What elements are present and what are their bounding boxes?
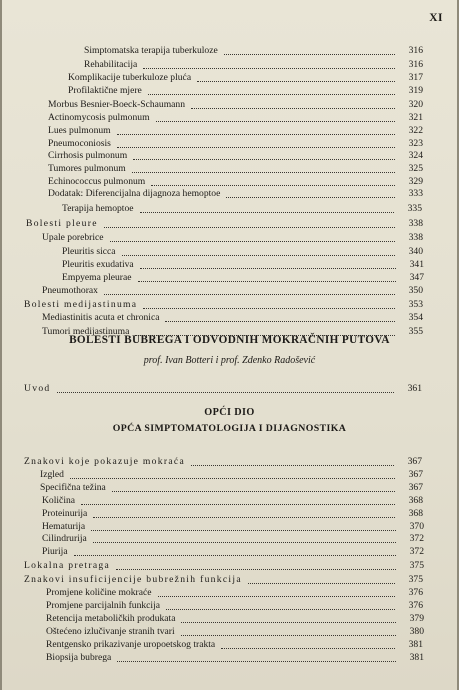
toc-entry xyxy=(62,203,422,215)
toc-entry-page: 375 xyxy=(408,574,423,585)
toc-entry-label: Pleuritis exudativa xyxy=(62,259,134,270)
toc-entry-page: 321 xyxy=(408,112,423,123)
chapter-heading: BOLESTI BUBREGA I ODVODNIH MOKRAČNIH PUTOVA xyxy=(69,334,390,346)
toc-entry-label: Promjene količine mokraće xyxy=(46,587,152,598)
toc-entry-page: 376 xyxy=(408,600,423,611)
toc-entry-label: Cirrhosis pulmonum xyxy=(48,150,128,161)
toc-entry-page: 329 xyxy=(408,176,423,187)
toc-entry-page: 316 xyxy=(408,45,423,56)
toc-entry-label: Specifična težina xyxy=(40,482,106,493)
toc-entry-label: Pneumoconiosis xyxy=(48,138,111,149)
toc-entry-label: Bolesti pleure xyxy=(26,218,98,229)
dot-leader xyxy=(110,229,395,242)
toc-entry-label: Rentgensko prikazivanje uropoetskog trakta xyxy=(46,639,216,650)
toc-entry-label: Uvod xyxy=(24,383,51,394)
dot-leader xyxy=(132,160,395,173)
toc-entry-page: 317 xyxy=(408,72,423,83)
toc-entry-page: 375 xyxy=(409,560,424,571)
toc-entry-label: Tumori medijastinuma xyxy=(42,326,130,337)
toc-entry-page: 361 xyxy=(407,383,422,394)
toc-entry-page: 367 xyxy=(407,456,422,467)
toc-entry-page: 372 xyxy=(409,533,424,544)
toc-entry-page: 322 xyxy=(408,125,423,136)
book-page xyxy=(2,0,457,690)
toc-entry-page: 341 xyxy=(409,259,424,270)
toc-entry-page: 347 xyxy=(409,272,424,283)
toc-entry-page: 381 xyxy=(409,652,424,663)
dot-leader xyxy=(133,147,395,160)
dot-leader xyxy=(143,56,395,69)
chapter-authors: prof. Ivan Botteri i prof. Zdenko Radošević xyxy=(143,355,316,366)
toc-entry-label: Hematurija xyxy=(42,521,86,532)
toc-entry-page: 370 xyxy=(409,521,424,532)
dot-leader xyxy=(191,453,394,466)
toc-entry-label: Mediastinitis acuta et chronica xyxy=(42,312,160,323)
dot-leader xyxy=(140,200,394,213)
toc-entry-label: Znakovi insuficijencije bubrežnih funkcija xyxy=(24,574,242,585)
toc-entry-page: 380 xyxy=(409,626,424,637)
toc-entry-label: Pleuritis sicca xyxy=(62,246,116,257)
toc-entry-page: 368 xyxy=(408,495,423,506)
toc-entry-label: Actinomycosis pulmonum xyxy=(48,112,150,123)
toc-entry-label: Pneumothorax xyxy=(42,285,98,296)
dot-leader xyxy=(197,69,395,82)
page-number: XI xyxy=(429,12,443,24)
toc-entry-label: Dodatak: Diferencijalna dijagnoza hemoptoe xyxy=(48,188,221,199)
toc-entry-label: Piurija xyxy=(42,546,68,557)
toc-entry-label: Echinococcus pulmonum xyxy=(48,176,146,187)
toc-entry-page: 355 xyxy=(408,326,423,337)
toc-entry-label: Biopsija bubrega xyxy=(46,652,112,663)
toc-entry-page: 338 xyxy=(408,218,423,229)
dot-leader xyxy=(226,185,395,198)
dot-leader xyxy=(140,256,396,269)
dot-leader xyxy=(116,557,396,570)
toc-entry-page: 324 xyxy=(408,150,423,161)
toc-entry-page: 335 xyxy=(407,203,422,214)
dot-leader xyxy=(191,96,395,109)
dot-leader xyxy=(143,296,395,309)
toc-entry-page: 354 xyxy=(408,312,423,323)
toc-entry-page: 333 xyxy=(408,188,423,199)
dot-leader xyxy=(166,597,395,610)
toc-entry-page: 320 xyxy=(408,99,423,110)
toc-entry-page: 350 xyxy=(408,285,423,296)
toc-entry-label: Cilindrurija xyxy=(42,533,87,544)
toc-entry-page: 367 xyxy=(408,469,423,480)
toc-entry-page: 340 xyxy=(408,246,423,257)
toc-entry-label: Morbus Besnier-Boeck-Schaumann xyxy=(48,99,186,110)
dot-leader xyxy=(248,571,395,584)
toc-entry-label: Tumores pulmonum xyxy=(48,163,126,174)
toc-entry-page: 316 xyxy=(408,59,423,70)
toc-entry-label: Lokalna pretraga xyxy=(24,560,111,571)
dot-leader xyxy=(148,82,395,95)
toc-entry-label: Lues pulmonum xyxy=(48,125,111,136)
dot-leader xyxy=(93,505,395,518)
toc-entry-label: Količina xyxy=(42,495,76,506)
toc-entry-page: 367 xyxy=(408,482,423,493)
toc-entry-label: Retencija metaboličkih produkata xyxy=(46,613,176,624)
toc-entry-label: Rehabilitacija xyxy=(84,59,138,70)
toc-entry-label: Profilaktične mjere xyxy=(68,85,142,96)
dot-leader xyxy=(181,623,396,636)
toc-entry-page: 376 xyxy=(408,587,423,598)
toc-entry-page: 368 xyxy=(408,508,423,519)
dot-leader xyxy=(165,309,395,322)
dot-leader xyxy=(224,42,395,55)
toc-entry xyxy=(48,188,423,200)
subsection-title: OPĆA SIMPTOMATOLOGIJA I DIJAGNOSTIKA xyxy=(112,423,347,434)
toc-entry-label: Upale porebrice xyxy=(42,232,104,243)
toc-entry-page: 338 xyxy=(408,232,423,243)
dot-leader xyxy=(70,466,395,479)
toc-entry-page: 319 xyxy=(408,85,423,96)
dot-leader xyxy=(112,479,395,492)
dot-leader xyxy=(104,215,395,228)
toc-entry-label: Promjene parcijalnih funkcija xyxy=(46,600,161,611)
dot-leader xyxy=(122,243,395,256)
toc-entry-label: Izgled xyxy=(40,469,64,480)
dot-leader xyxy=(156,109,395,122)
toc-entry-uvod xyxy=(24,383,422,395)
toc-entry-page: 372 xyxy=(409,546,424,557)
toc-entry-page: 379 xyxy=(409,613,424,624)
dot-leader xyxy=(221,636,395,649)
dot-leader xyxy=(158,584,396,597)
toc-entry-page: 381 xyxy=(408,639,423,650)
toc-entry-label: Bolesti medijastinuma xyxy=(24,299,138,310)
toc-entry xyxy=(46,652,424,664)
toc-entry-label: Proteinurija xyxy=(42,508,88,519)
section-title: OPĆI DIO xyxy=(204,407,255,418)
dot-leader xyxy=(138,269,396,282)
dot-leader xyxy=(117,649,396,662)
dot-leader xyxy=(81,492,395,505)
toc-entry-label: Komplikacije tuberkuloze pluća xyxy=(68,72,192,83)
toc-entry-label: Simptomatska terapija tuberkuloze xyxy=(84,45,218,56)
toc-entry-page: 325 xyxy=(408,163,423,174)
toc-entry-page: 353 xyxy=(408,299,423,310)
toc-entry-label: Terapija hemoptoe xyxy=(62,203,134,214)
toc-entry-label: Oštećeno izlučivanje stranih tvari xyxy=(46,626,175,637)
dot-leader xyxy=(181,610,396,623)
toc-entry-label: Empyema pleurae xyxy=(62,272,132,283)
dot-leader xyxy=(104,282,395,295)
dot-leader xyxy=(93,530,396,543)
dot-leader xyxy=(117,122,395,135)
dot-leader xyxy=(74,543,396,556)
dot-leader xyxy=(57,380,394,393)
toc-entry-page: 323 xyxy=(408,138,423,149)
toc-entry-label: Znakovi koje pokazuje mokraća xyxy=(24,456,186,467)
